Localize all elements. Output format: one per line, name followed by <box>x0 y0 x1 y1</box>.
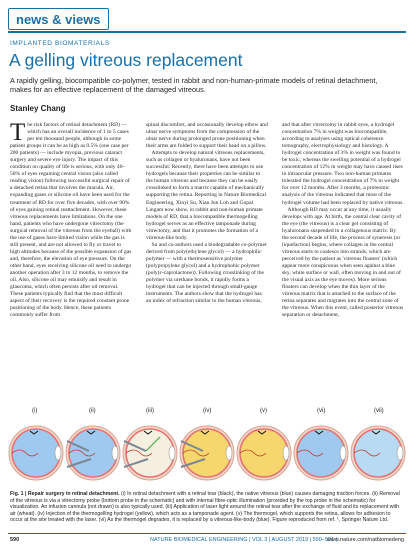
panel-label: (iv) <box>203 408 212 414</box>
header-bar <box>0 0 414 30</box>
lens-shape <box>112 446 118 460</box>
body-column-2 <box>146 122 268 402</box>
eye-vitreous-fill <box>126 429 174 477</box>
panel-label: (vi) <box>317 408 326 414</box>
eye-vitreous-fill <box>183 429 231 477</box>
lens-shape <box>55 446 61 460</box>
header-rule <box>8 31 406 33</box>
lens-shape <box>397 446 403 460</box>
section-label: news & views <box>8 8 109 30</box>
panel-label: (v) <box>260 408 267 414</box>
panel-label: (ii) <box>89 408 96 414</box>
body-column-1 <box>10 122 132 402</box>
footer-rule <box>8 533 406 534</box>
eye-vitreous-fill <box>297 429 345 477</box>
eye-vitreous-fill <box>12 429 60 477</box>
eye-vitreous-fill <box>240 429 288 477</box>
journal-info: NATURE BIOMEDICAL ENGINEERING | VOL 3 | AUGUST 2019 | 590–591 | <box>150 537 337 543</box>
column-3-text: and that after vitrectomy in rabbit eyes, a hydrogel concentration 7% in weight was biocompatible, according to analyses using optical coherence tomography, electrophysiology and histology. A hydrogel concentration of 3% in weight was found to be toxic, whereas the swelling potential of a hydrogel concentration of 12% in weight may have caused rises in intraocular pressure. Two non-human primates tolerated the hydrogel concentration of 7% in weight for over 12 months. After 3 months, a proteomic analysis of the vitreous indicated that most of the hydrogel volume had been replaced by native vitreous. Although RD may occur at any time, it usually develops with age. At birth, the central clear cavity of the eye (the vitreous) is a clear gel consisting of hyaluronans suspended in a collagenous matrix. By the second decade of life, the process of syneresis (or liquefaction) begins, where collagen in the central vitreous starts to coalesce into strands, which are perceived by the patient as 'vitreous floaters' (which appear more conspicuous when seen against a blue sky, white surface or wall, often moving in and out of the visual axis as the eye moves). More serious floaters can develop when the thin layer of the vitreous matrix that is attached to the surface of the retina separates and migrates into the central zone of the vitreous. When this event, called posterior vitreous separation or detachment, <box>282 122 404 319</box>
body-column-3 <box>282 122 404 402</box>
panel-label: (iii) <box>146 408 154 414</box>
figure-schematic <box>8 403 406 491</box>
drop-cap: T <box>10 122 26 146</box>
article-title: A gelling vitreous replacement <box>9 50 243 70</box>
lens-shape <box>226 446 232 460</box>
figure-caption <box>10 491 404 524</box>
lens-shape <box>283 446 289 460</box>
page-number: 590 <box>10 537 20 543</box>
lens-shape <box>169 446 175 460</box>
column-1-text: he risk factors of retinal detachment (RD) — which has an overall incidence of 1 to 5 cases per ten thousand people, although in some patient groups it can be as high as 0.5% (one case per 200 patients) — include myopia, previous cataract surgery and severe eye injury. The impact of this condition on quality of life is serious, with only 40–50% of eyes regaining central vision (also called reading vision) following successful surgical repair of a detached retina that involves the macula. Air, expanding gases or silicone oil have been used for the treatment of RD for over five decades, with over 90% of eyes gaining retinal reattachment. However, these vitreous replacements have limitations. On the one hand, patients who have undergone vitrectomy (the surgical removal of the vitreous from the eyeball) with the use of gases have limited vision while the gas is still present, and are not allowed to fly or travel to high altitudes because of the possible expansion of gas and, therefore, the elevation of eye pressure. On the other hand, eyes receiving silicone oil need to undergo another operation after 3 to 12 months, to remove the oil. Also, silicone oil may emulsify and result in glaucoma, which often persists after oil removal. These patients typically find that the most difficult aspect of their recovery is the required constant prone positioning of the body. Hence, these patients commonly suffer from <box>10 122 132 319</box>
eye-vitreous-fill <box>69 429 117 477</box>
topic-label: IMPLANTED BIOMATERIALS <box>10 40 110 47</box>
journal-website: www.nature.com/natbiomedeng <box>326 537 404 543</box>
panel-label: (vii) <box>374 408 384 414</box>
lens-shape <box>340 446 346 460</box>
panel-label: (i) <box>32 408 38 414</box>
author-name: Stanley Chang <box>10 104 66 113</box>
caption-label: Fig. 1 | Repair surgery in retinal detachment. <box>10 491 120 497</box>
eye-schematic-svg <box>8 403 406 491</box>
eye-vitreous-fill <box>354 429 402 477</box>
article-body <box>10 122 404 402</box>
standfirst: A rapidly gelling, biocompatible co-polymer, tested in rabbit and non-human-primate models of retinal detachment, makes for an effective replacement of the damaged vitreous. <box>10 76 378 95</box>
column-2-text: spinal discomfort, and occasionally develop elbow and ulnar nerve symptoms from the compression of the ulnar nerve during prolonged prone positioning when their arms are folded to support their head on a pillow. Attempts to develop natural vitreous replacements, such as collagen or hyaluronans, have not been successful. Recently, there have been attempts to use hydrogels because their properties can be similar to the human vitreous and because they can be easily crosslinked to form a matrix capable of mechanically supporting the retina. Reporting in Nature Biomedical Engineering, Xinyi Su, Xian Jun Loh and Gopal Lingam now show, in rabbit and non-human primate models of RD, that a biocompatible thermogelling hydrogel serves as an effective tamponade during vitrectomy, and that it promotes the formation of a vitreous-like body. Su and co-authors used a biodegradable co-polymer derived from poly(ethylene glycol) — a hydrophilic polymer — with a thermosensitive polymer (polypropylene glycol) and a hydrophobic polymer (poly(ε-caprolactone)). Following crosslinking of the polymer via urethane bonds, it rapidly forms a hydrogel that can be injected through small-gauge instruments. The authors show that the hydrogel has an index of refraction similar to the human vitreous, <box>146 122 268 305</box>
caption-text: (i) In retinal detachment with a retinal tear (black), the native vitreous (blue) causes damaging traction forces. (ii) Removal of the vitreous is via a vitrectomy probe (bottom probe in the schematic) and with internal fibre-optic illumination (provided by the top probe in the schematic) for visualization. An infusion cannula (not drawn) is also typically used. (iii) Application of laser light around the retinal tear after the exchange of fluid and its replacement with air (wheat). (iv) Injection of the thermogelling hydrogel (yellow), which acts as a tamponade agent. (v) The thermogel, which supports the retina, allows for adhesion to occur at the site treated with the laser. (vi) As the thermogel degrades, it is replaced by a vitreous-like-body (blue). Figure reproduced from ref. ¹, Springer Nature Ltd. <box>10 491 400 524</box>
